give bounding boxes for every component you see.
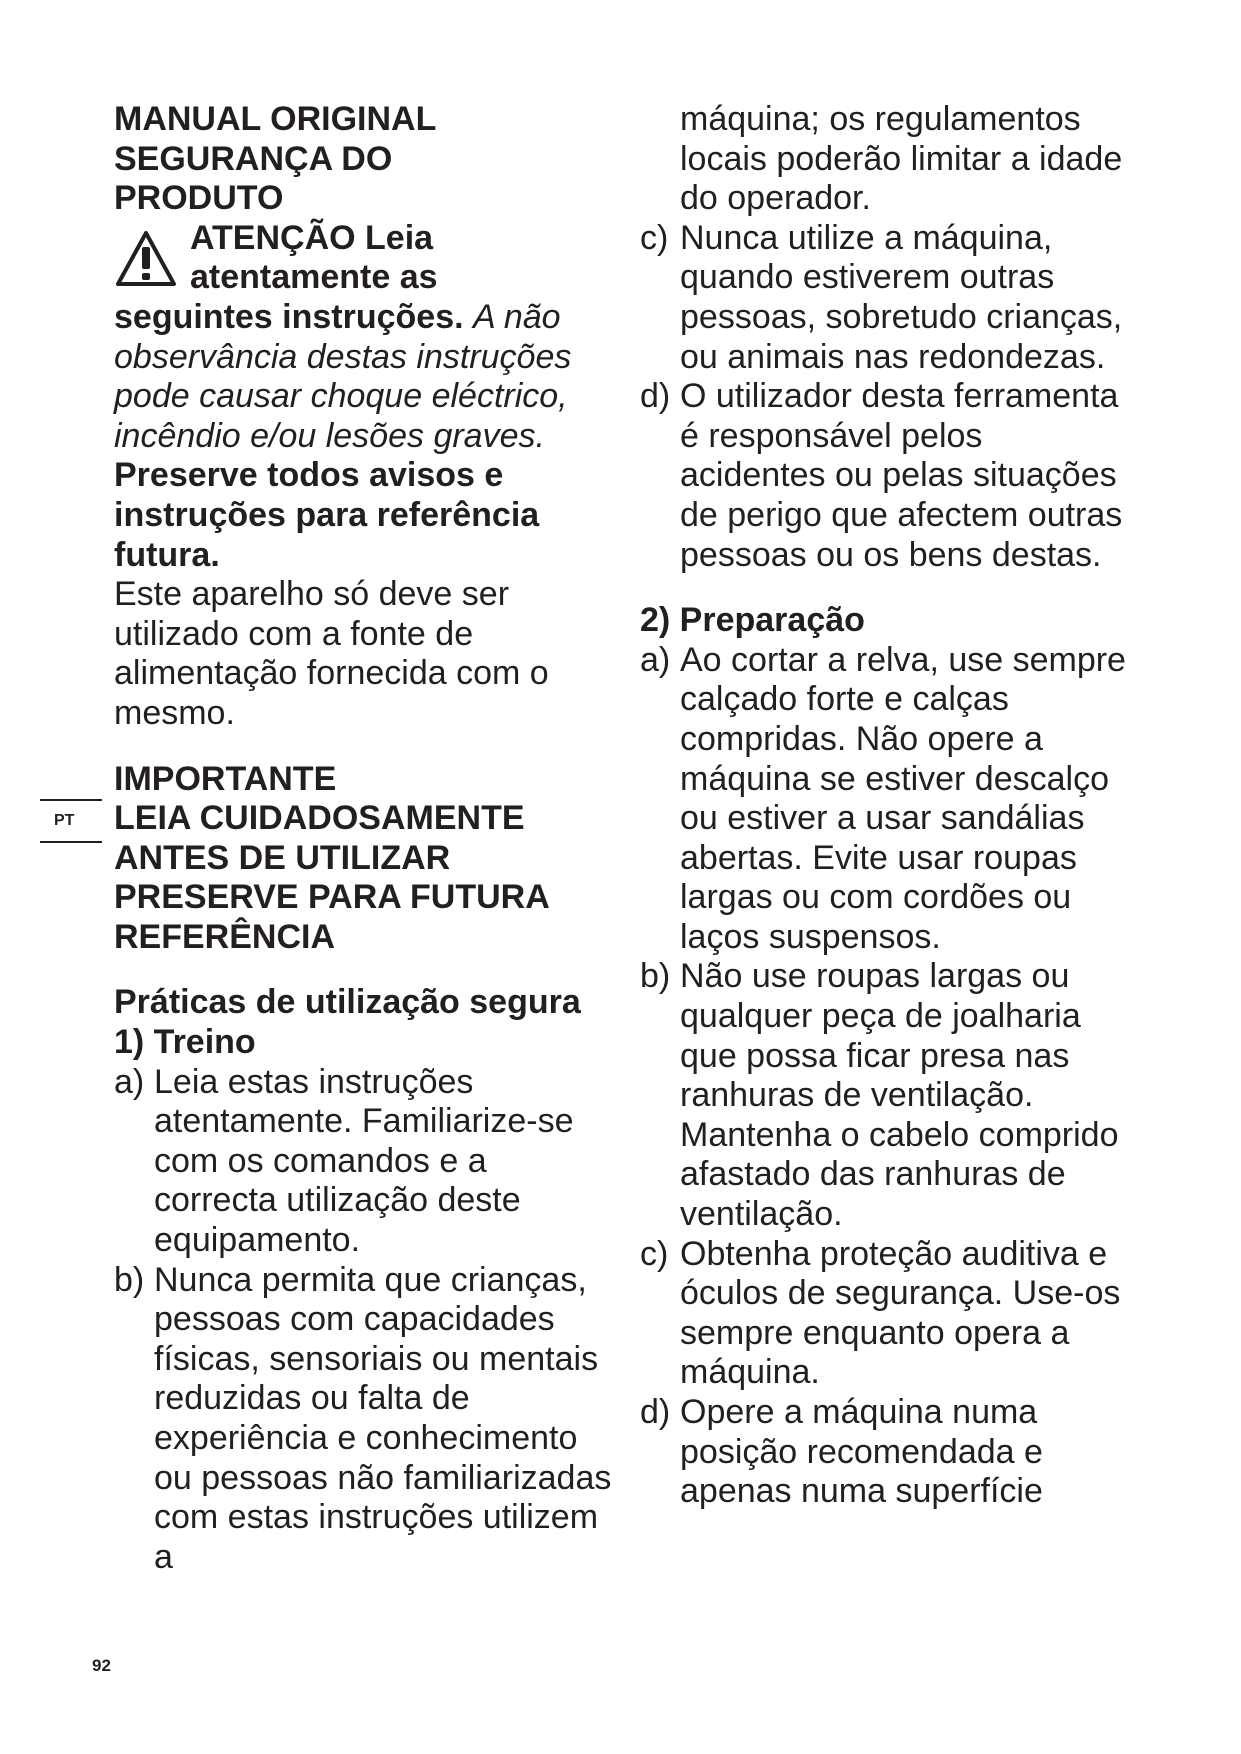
list-text: máquina; os regulamentos locais poderão limitar a idade do operador. [680, 100, 1123, 218]
preserve-instructions: Preserve todos avisos e instruções para referência futura. [114, 456, 540, 574]
list-item [640, 1393, 1130, 1512]
warning-bold-tail: seguintes instruções. [114, 297, 464, 336]
right-column [640, 100, 1130, 1512]
list-marker: d) [640, 1393, 671, 1431]
warning-triangle-icon [114, 229, 178, 289]
list-text: Não use roupas largas ou qualquer peça de joalharia que possa ficar presa nas ranhuras de ventilação. Mantenha o cabelo comprido afastado das ranhuras de ventilação. [680, 957, 1119, 1234]
list-text: Opere a máquina numa posição recomendada e apenas numa superfície [680, 1393, 1043, 1511]
important-line: LEIA CUIDADOSAMENTE [114, 799, 525, 838]
warning-block [114, 219, 614, 575]
subsection-title: 1) Treino [114, 1023, 256, 1062]
list-item [640, 957, 1130, 1234]
list-marker: c) [640, 1234, 669, 1273]
language-tab-rule-bottom [40, 841, 102, 843]
list-marker: b) [114, 1260, 145, 1299]
page-number: 92 [92, 1656, 111, 1675]
list-text: Leia estas instruções atentamente. Familiarize-se com os comandos e a correcta utilização deste equipamento. [154, 1062, 574, 1260]
important-line: REFERÊNCIA [114, 917, 336, 956]
power-supply-note: Este aparelho só deve ser utilizado com a fonte de alimentação fornecida com o mesmo. [114, 575, 549, 732]
list-marker: a) [640, 640, 671, 679]
left-column [114, 100, 614, 1577]
language-tab: PT [54, 812, 75, 829]
subsection-title: 2) Preparação [640, 601, 865, 640]
important-line: PRESERVE PARA FUTURA [114, 878, 550, 917]
section-title: Práticas de utilização segura [114, 983, 581, 1022]
list-text: Obtenha proteção auditiva e óculos de segurança. Use-os sempre enquanto opera a máquina. [680, 1234, 1121, 1392]
list-item-continuation [640, 100, 1130, 219]
list-text: Nunca utilize a máquina, quando estiverem outras pessoas, sobretudo crianças, ou animais nas redondezas. [680, 218, 1123, 376]
list-text: Ao cortar a relva, use sempre calçado forte e calças compridas. Não opere a máquina se estiver descalço ou estiver a usar sandálias abertas. Evite usar roupas largas ou com cordões ou laços suspensos. [680, 640, 1126, 956]
list-text: Nunca permita que crianças, pessoas com capacidades físicas, sensoriais ou mentais reduzidas ou falta de experiência e conhecimento ou pessoas não familiarizadas com estas instruções utilizem a [154, 1260, 612, 1576]
list-marker: c) [640, 218, 669, 257]
list-item [114, 1063, 614, 1261]
list-item [114, 1261, 614, 1578]
important-line: ANTES DE UTILIZAR [114, 838, 451, 877]
list-item [640, 377, 1130, 575]
warning-italic-text: A não observância destas instruções pode causar choque eléctrico, incêndio e/ou lesões graves. [114, 297, 572, 455]
language-tab-rule-top [40, 799, 102, 801]
important-line: IMPORTANTE [114, 759, 337, 798]
heading-line: PRODUTO [114, 179, 284, 218]
list-item [640, 219, 1130, 377]
list-text: O utilizador desta ferramenta é responsável pelos acidentes ou pelas situações de perigo que afectem outras pessoas ou os bens destas. [680, 377, 1123, 574]
warning-title: ATENÇÃO Leia atentamente as [190, 218, 438, 297]
list-item [640, 1235, 1130, 1393]
list-marker: b) [640, 957, 671, 996]
list-marker: a) [114, 1062, 145, 1101]
heading-line: SEGURANÇA DO [114, 139, 393, 178]
heading-line: MANUAL ORIGINAL [114, 100, 437, 138]
list-item [640, 641, 1130, 958]
list-marker: d) [640, 377, 671, 416]
